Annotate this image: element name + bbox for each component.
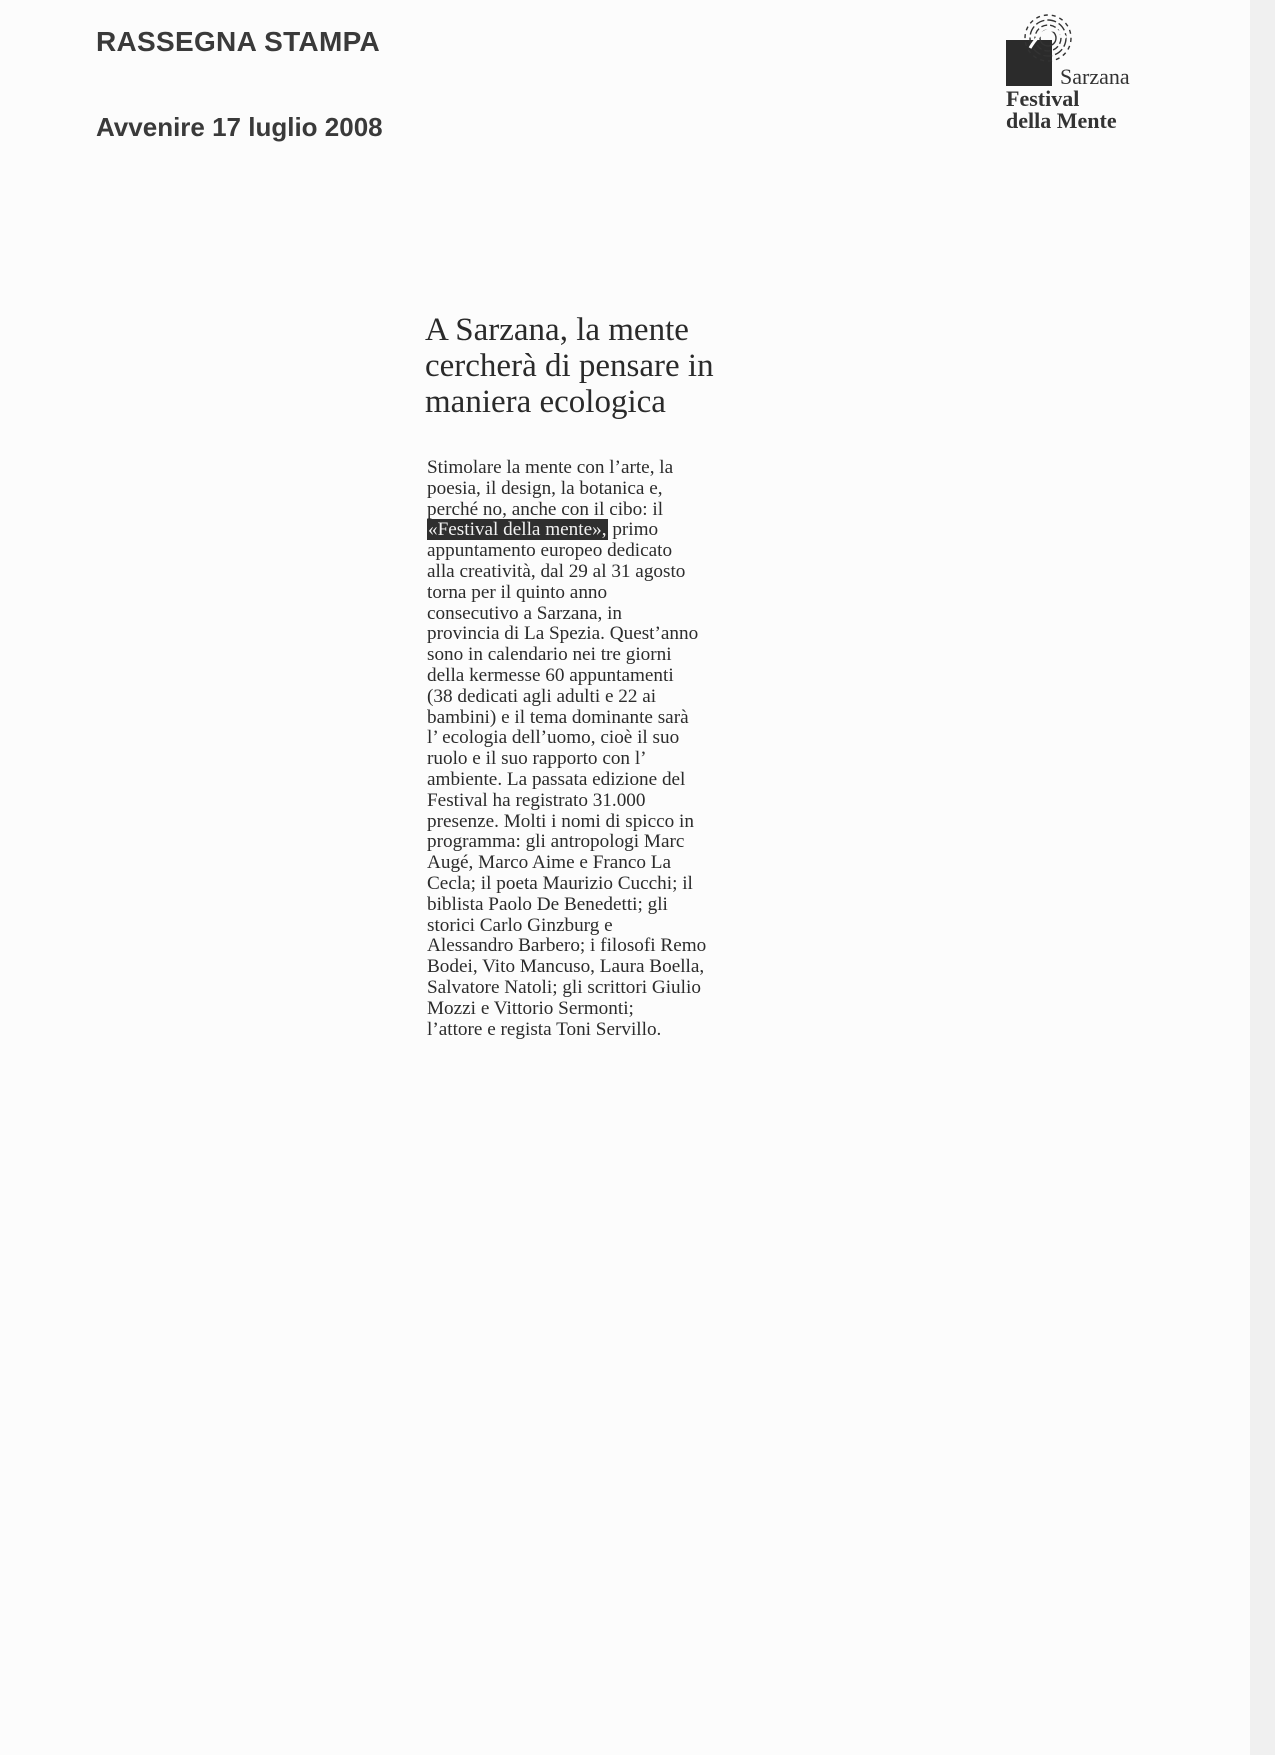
article-line: appuntamento europeo dedicato [427, 540, 673, 562]
article-line: provincia di La Spezia. Quest’anno [427, 623, 699, 645]
article-line: programma: gli antropologi Marc [427, 831, 685, 853]
article-line: torna per il quinto anno [427, 581, 608, 603]
article-line: l’ ecologia dell’uomo, cioè il suo [427, 727, 680, 749]
article-body [427, 458, 757, 1040]
article-line: Alessandro Barbero; i filosofi Remo [427, 935, 707, 957]
article-line: della kermesse 60 appuntamenti [427, 664, 674, 686]
article-line: presenze. Molti i nomi di spicco in [427, 810, 694, 832]
logo-text-della-mente: della Mente [1006, 108, 1117, 133]
article-line: Salvatore Natoli; gli scrittori Giulio [427, 976, 701, 998]
article-rest-lines [427, 541, 757, 1040]
press-review-title: RASSEGNA STAMPA [96, 26, 380, 57]
scan-edge [1250, 0, 1275, 1755]
article-line: Cecla; il poeta Maurizio Cucchi; il [427, 872, 693, 894]
article-line: poesia, il design, la botanica e, [427, 477, 663, 499]
publication-date: Avvenire 17 luglio 2008 [96, 112, 383, 142]
festival-logo [1000, 8, 1170, 138]
article-line: (38 dedicati agli adulti e 22 ai [427, 685, 657, 707]
article-line: Mozzi e Vittorio Sermonti; [427, 997, 634, 1019]
article-line: Stimolare la mente con l’arte, la [427, 457, 674, 478]
article-line-tail: primo [607, 519, 659, 541]
article-line: perché no, anche con il cibo: il [427, 498, 664, 520]
article-line: ruolo e il suo rapporto con l’ [427, 748, 647, 770]
article-line: storici Carlo Ginzburg e [427, 914, 613, 936]
article-line-highlight [427, 520, 757, 541]
article-line: biblista Paolo De Benedetti; gli [427, 893, 668, 915]
article-line: bambini) e il tema dominante sarà [427, 706, 689, 728]
logo-text-festival: Festival [1006, 86, 1080, 111]
article-line: sono in calendario nei tre giorni [427, 644, 672, 666]
article-line: Festival ha registrato 31.000 [427, 789, 646, 811]
article-line: consecutivo a Sarzana, in [427, 602, 622, 624]
article-headline: A Sarzana, la mente cercherà di pensare in maniera ecologica [425, 312, 714, 420]
logo-text-sarzana: Sarzana [1060, 64, 1130, 89]
festival-name-highlight: «Festival della mente», [428, 519, 607, 541]
article-line: Augé, Marco Aime e Franco La [427, 852, 672, 874]
article-line: Bodei, Vito Mancuso, Laura Boella, [427, 956, 705, 978]
article-line: alla creatività, dal 29 al 31 agosto [427, 560, 686, 582]
article-line: l’attore e regista Toni Servillo. [427, 1018, 662, 1040]
article-line: ambiente. La passata edizione del [427, 768, 686, 790]
